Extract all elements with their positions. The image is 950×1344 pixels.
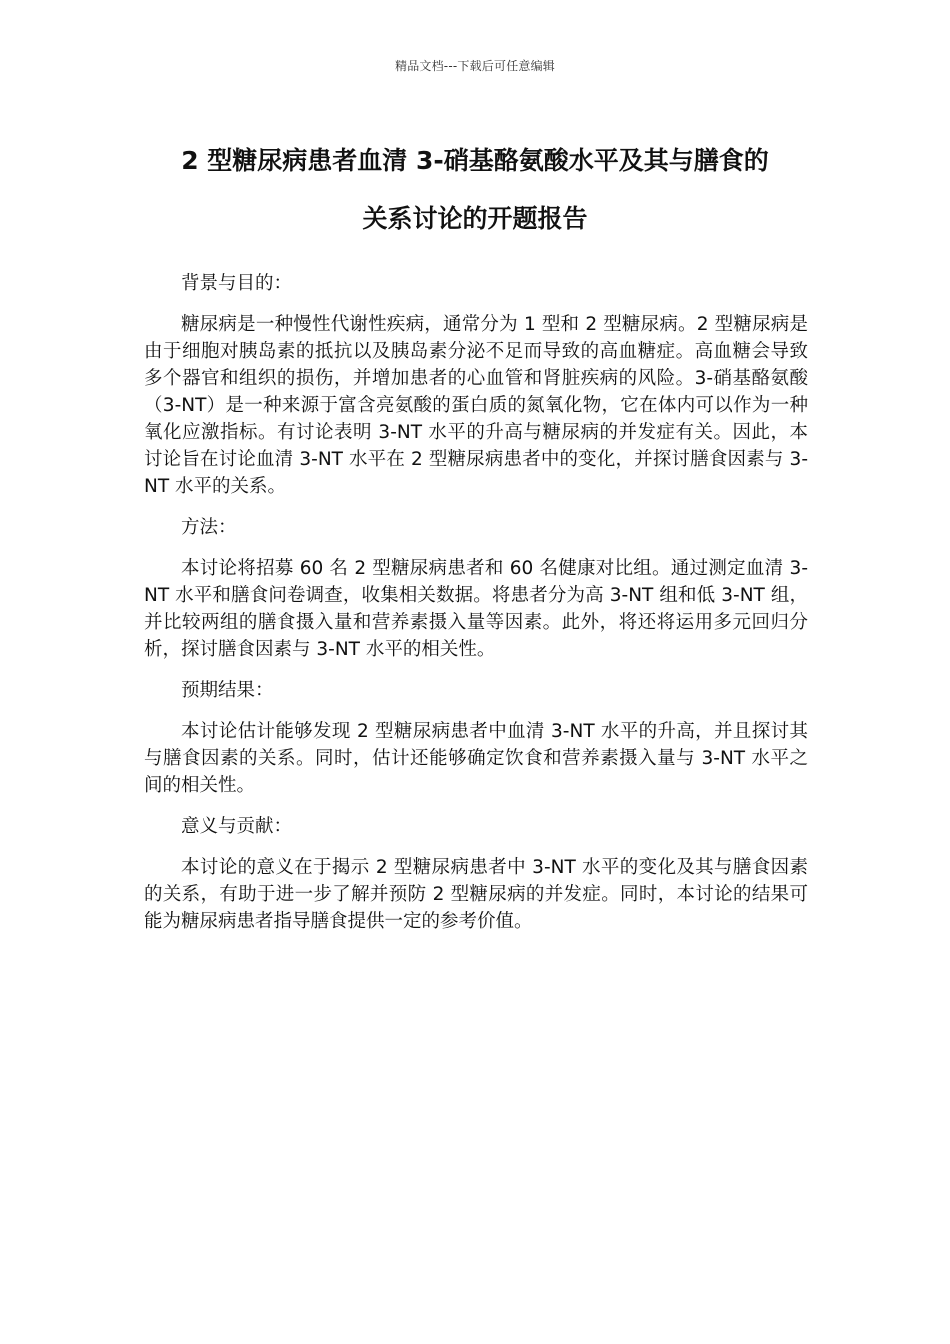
- section-heading-methods: 方法：: [181, 517, 237, 538]
- section-body-background: 糖尿病是一种慢性代谢性疾病，通常分为 1 型和 2 型糖尿病。2 型糖尿病是由于细胞对胰岛素的抵抗以及胰岛素分泌不足而导致的高血糖症。高血糖会导致多个器官和组织的损伤，并增加患者的心血管和肾脏疾病的风险。3-硝基酪氨酸（3-NT）是一种来源于富含亮氨酸的蛋白质的氮氧化物，它在体内可以作为一种氧化应激指标。有讨论表明 3-NT 水平的升高与糖尿病的并发症有关。因此，本讨论旨在讨论血清 3-NT 水平在 2 型糖尿病患者中的变化，并探讨膳食因素与 3-NT 水平的关系。: [144, 314, 808, 497]
- document-body: [144, 270, 808, 949]
- section-body-significance: 本讨论的意义在于揭示 2 型糖尿病患者中 3-NT 水平的变化及其与膳食因素的关系，有助于进一步了解并预防 2 型糖尿病的并发症。同时，本讨论的结果可能为糖尿病患者指导膳食提供一定的参考价值。: [144, 857, 808, 932]
- title-line-2: 关系讨论的开题报告: [362, 204, 588, 233]
- section-heading-significance: 意义与贡献：: [181, 816, 293, 837]
- section-heading-expected-results: 预期结果：: [181, 680, 274, 701]
- header-note: 精品文档---下载后可任意编辑: [395, 59, 555, 73]
- title-line-1: 2 型糖尿病患者血清 3-硝基酪氨酸水平及其与膳食的: [181, 146, 769, 175]
- section-heading-background: 背景与目的：: [181, 273, 293, 294]
- section-body-methods: 本讨论将招募 60 名 2 型糖尿病患者和 60 名健康对比组。通过测定血清 3-NT 水平和膳食问卷调查，收集相关数据。将患者分为高 3-NT 组和低 3-NT 组，并比较两组的膳食摄入量和营养素摄入量等因素。此外，将还将运用多元回归分析，探讨膳食因素与 3-NT 水平的相关性。: [144, 558, 808, 660]
- document-title: [120, 132, 830, 248]
- section-body-expected-results: 本讨论估计能够发现 2 型糖尿病患者中血清 3-NT 水平的升高，并且探讨其与膳食因素的关系。同时，估计还能够确定饮食和营养素摄入量与 3-NT 水平之间的相关性。: [144, 721, 808, 796]
